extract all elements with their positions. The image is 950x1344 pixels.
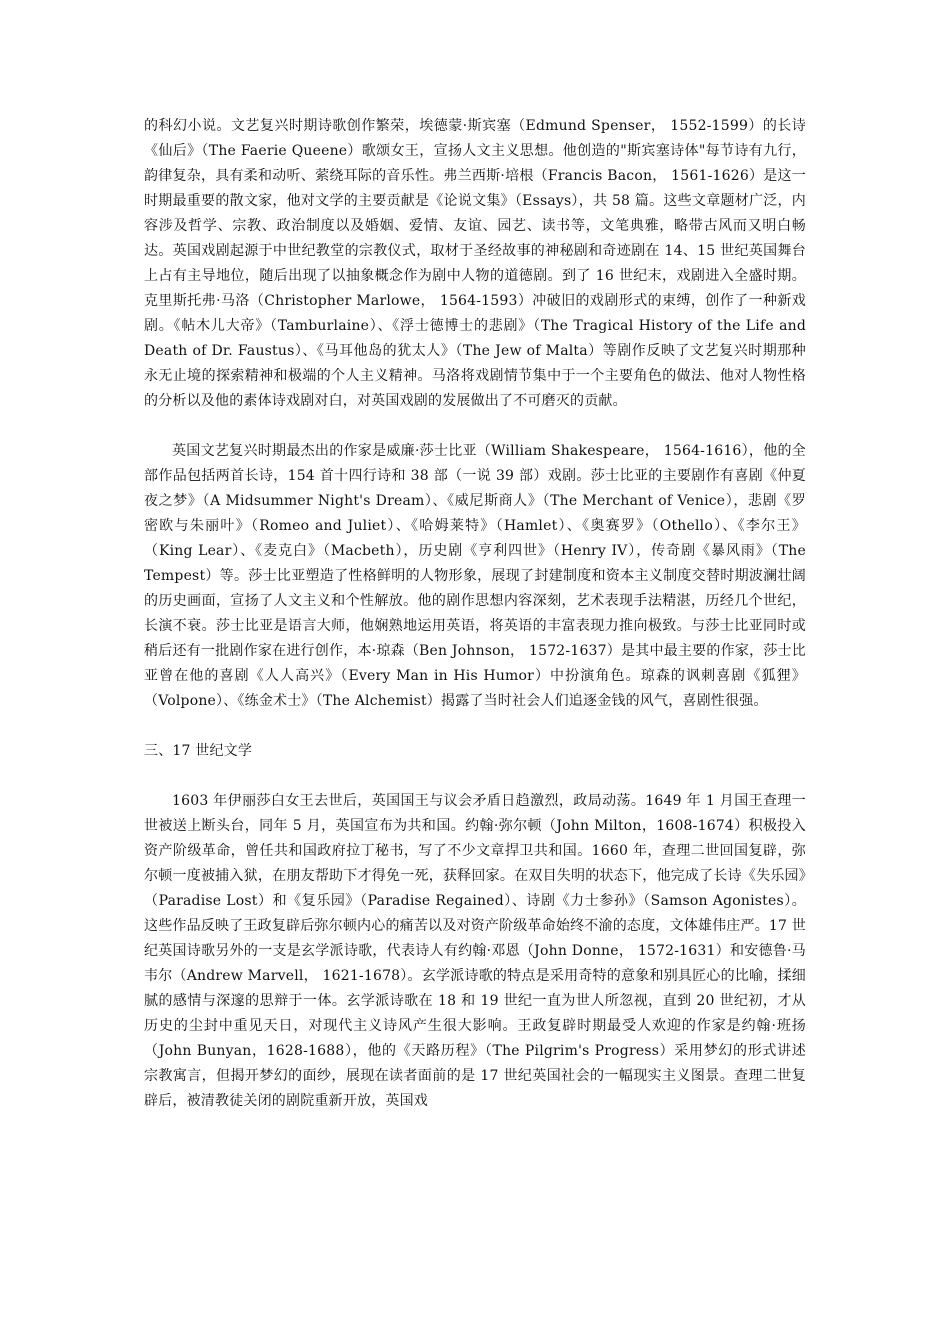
paragraph-renaissance-continuation: 的科幻小说。文艺复兴时期诗歌创作繁荣，埃德蒙·斯宾塞（Edmund Spenser， 1552-1599）的长诗《仙后》（The Faerie Queene）歌颂女王，宣扬人文主义思想。他创造的"斯宾塞诗体"每节诗有九行，韵律复杂，具有柔和动听、萦绕耳际的音乐性。弗兰西斯·培根（Francis Bacon， 1561-1626）是这一时期最重要的散文家，他对文学的主要贡献是《论说文集》（Essays），共 58 篇。这些文章题材广泛，内容涉及哲学、宗教、政治制度以及婚姻、爱情、友谊、园艺、读书等，文笔典雅，略带古风而又明白畅达。英国戏剧起源于中世纪教堂的宗教仪式，取材于圣经故事的神秘剧和奇迹剧在 14、15 世纪英国舞台上占有主导地位，随后出现了以抽象概念作为剧中人物的道德剧。到了 16 世纪末，戏剧进入全盛时期。克里斯托弗·马洛（Christopher Marlowe， 1564-1593）冲破旧的戏剧形式的束缚，创作了一种新戏剧。《帖木儿大帝》（Tamburlaine）、《浮士德博士的悲剧》（The Tragical History of the Life and Death of Dr. Faustus）、《马耳他岛的犹太人》（The Jew of Malta）等剧作反映了文艺复兴时期那种永无止境的探索精神和极端的个人主义精神。马洛将戏剧情节集中于一个主要角色的做法、他对人物性格的分析以及他的素体诗戏剧对白，对英国戏剧的发展做出了不可磨灭的贡献。 [144,118,806,409]
paragraph-gap [144,714,806,739]
paragraph-gap [144,414,806,439]
document-body [144,114,806,1114]
paragraph-shakespeare: 英国文艺复兴时期最杰出的作家是威廉·莎士比亚（William Shakespeare， 1564-1616），他的全部作品包括两首长诗，154 首十四行诗和 38 部（一说 39 部）戏剧。莎士比亚的主要剧作有喜剧《仲夏夜之梦》（A Midsummer Night's Dream）、《威尼斯商人》（The Merchant of Venice），悲剧《罗密欧与朱丽叶》（Romeo and Juliet）、《哈姆莱特》（Hamlet）、《奥赛罗》（Othello）、《李尔王》（King Lear）、《麦克白》（Macbeth），历史剧《亨利四世》（Henry IV），传奇剧《暴风雨》（The Tempest）等。莎士比亚塑造了性格鲜明的人物形象，展现了封建制度和资本主义制度交替时期波澜壮阔的历史画面，宣扬了人文主义和个性解放。他的剧作思想内容深刻，艺术表现手法精湛，历经几个世纪，长演不衰。莎士比亚是语言大师，他娴熟地运用英语，将英语的丰富表现力推向极致。与莎士比亚同时或稍后还有一批剧作家在进行创作，本·琼森（Ben Johnson， 1572-1637）是其中最主要的作家，莎士比亚曾在他的喜剧《人人高兴》（Every Man in His Humor）中扮演角色。琼森的讽刺喜剧《狐狸》（Volpone）、《练金术士》（The Alchemist）揭露了当时社会人们追逐金钱的风气，喜剧性很强。 [144,443,806,709]
section-heading: 三、17 世纪文学 [144,743,253,759]
paragraph-17th-century: 1603 年伊丽莎白女王去世后，英国国王与议会矛盾日趋激烈，政局动荡。1649 年 1 月国王查理一世被送上断头台，同年 5 月，英国宣布为共和国。约翰·弥尔顿（John Milton，1608-1674）积极投入资产阶级革命，曾任共和国政府拉丁秘书，写了不少文章捍卫共和国。1660 年，查理二世回国复辟，弥尔顿一度被捕入狱，在朋友帮助下才得免一死，获释回家。在双目失明的状态下，他完成了长诗《失乐园》（Paradise Lost）和《复乐园》（Paradise Regained）、诗剧《力士参孙》（Samson Agonistes）。这些作品反映了王政复辟后弥尔顿内心的痛苦以及对资产阶级革命始终不渝的态度，文体雄伟庄严。17 世纪英国诗歌另外的一支是玄学派诗歌，代表诗人有约翰·邓恩（John Donne， 1572-1631）和安德鲁·马韦尔（Andrew Marvell， 1621-1678）。玄学派诗歌的特点是采用奇特的意象和别具匠心的比喻，揉细腻的感情与深邃的思辩于一体。玄学派诗歌在 18 和 19 世纪一直为世人所忽视，直到 20 世纪初，才从历史的尘封中重见天日，对现代主义诗风产生很大影响。王政复辟时期最受人欢迎的作家是约翰·班扬（John Bunyan，1628-1688），他的《天路历程》（The Pilgrim's Progress）采用梦幻的形式讲述宗教寓言，但揭开梦幻的面纱，展现在读者面前的是 17 世纪英国社会的一幅现实主义图景。查理二世复辟后，被清教徒关闭的剧院重新开放，英国戏 [144,793,806,1109]
paragraph-gap [144,764,806,789]
